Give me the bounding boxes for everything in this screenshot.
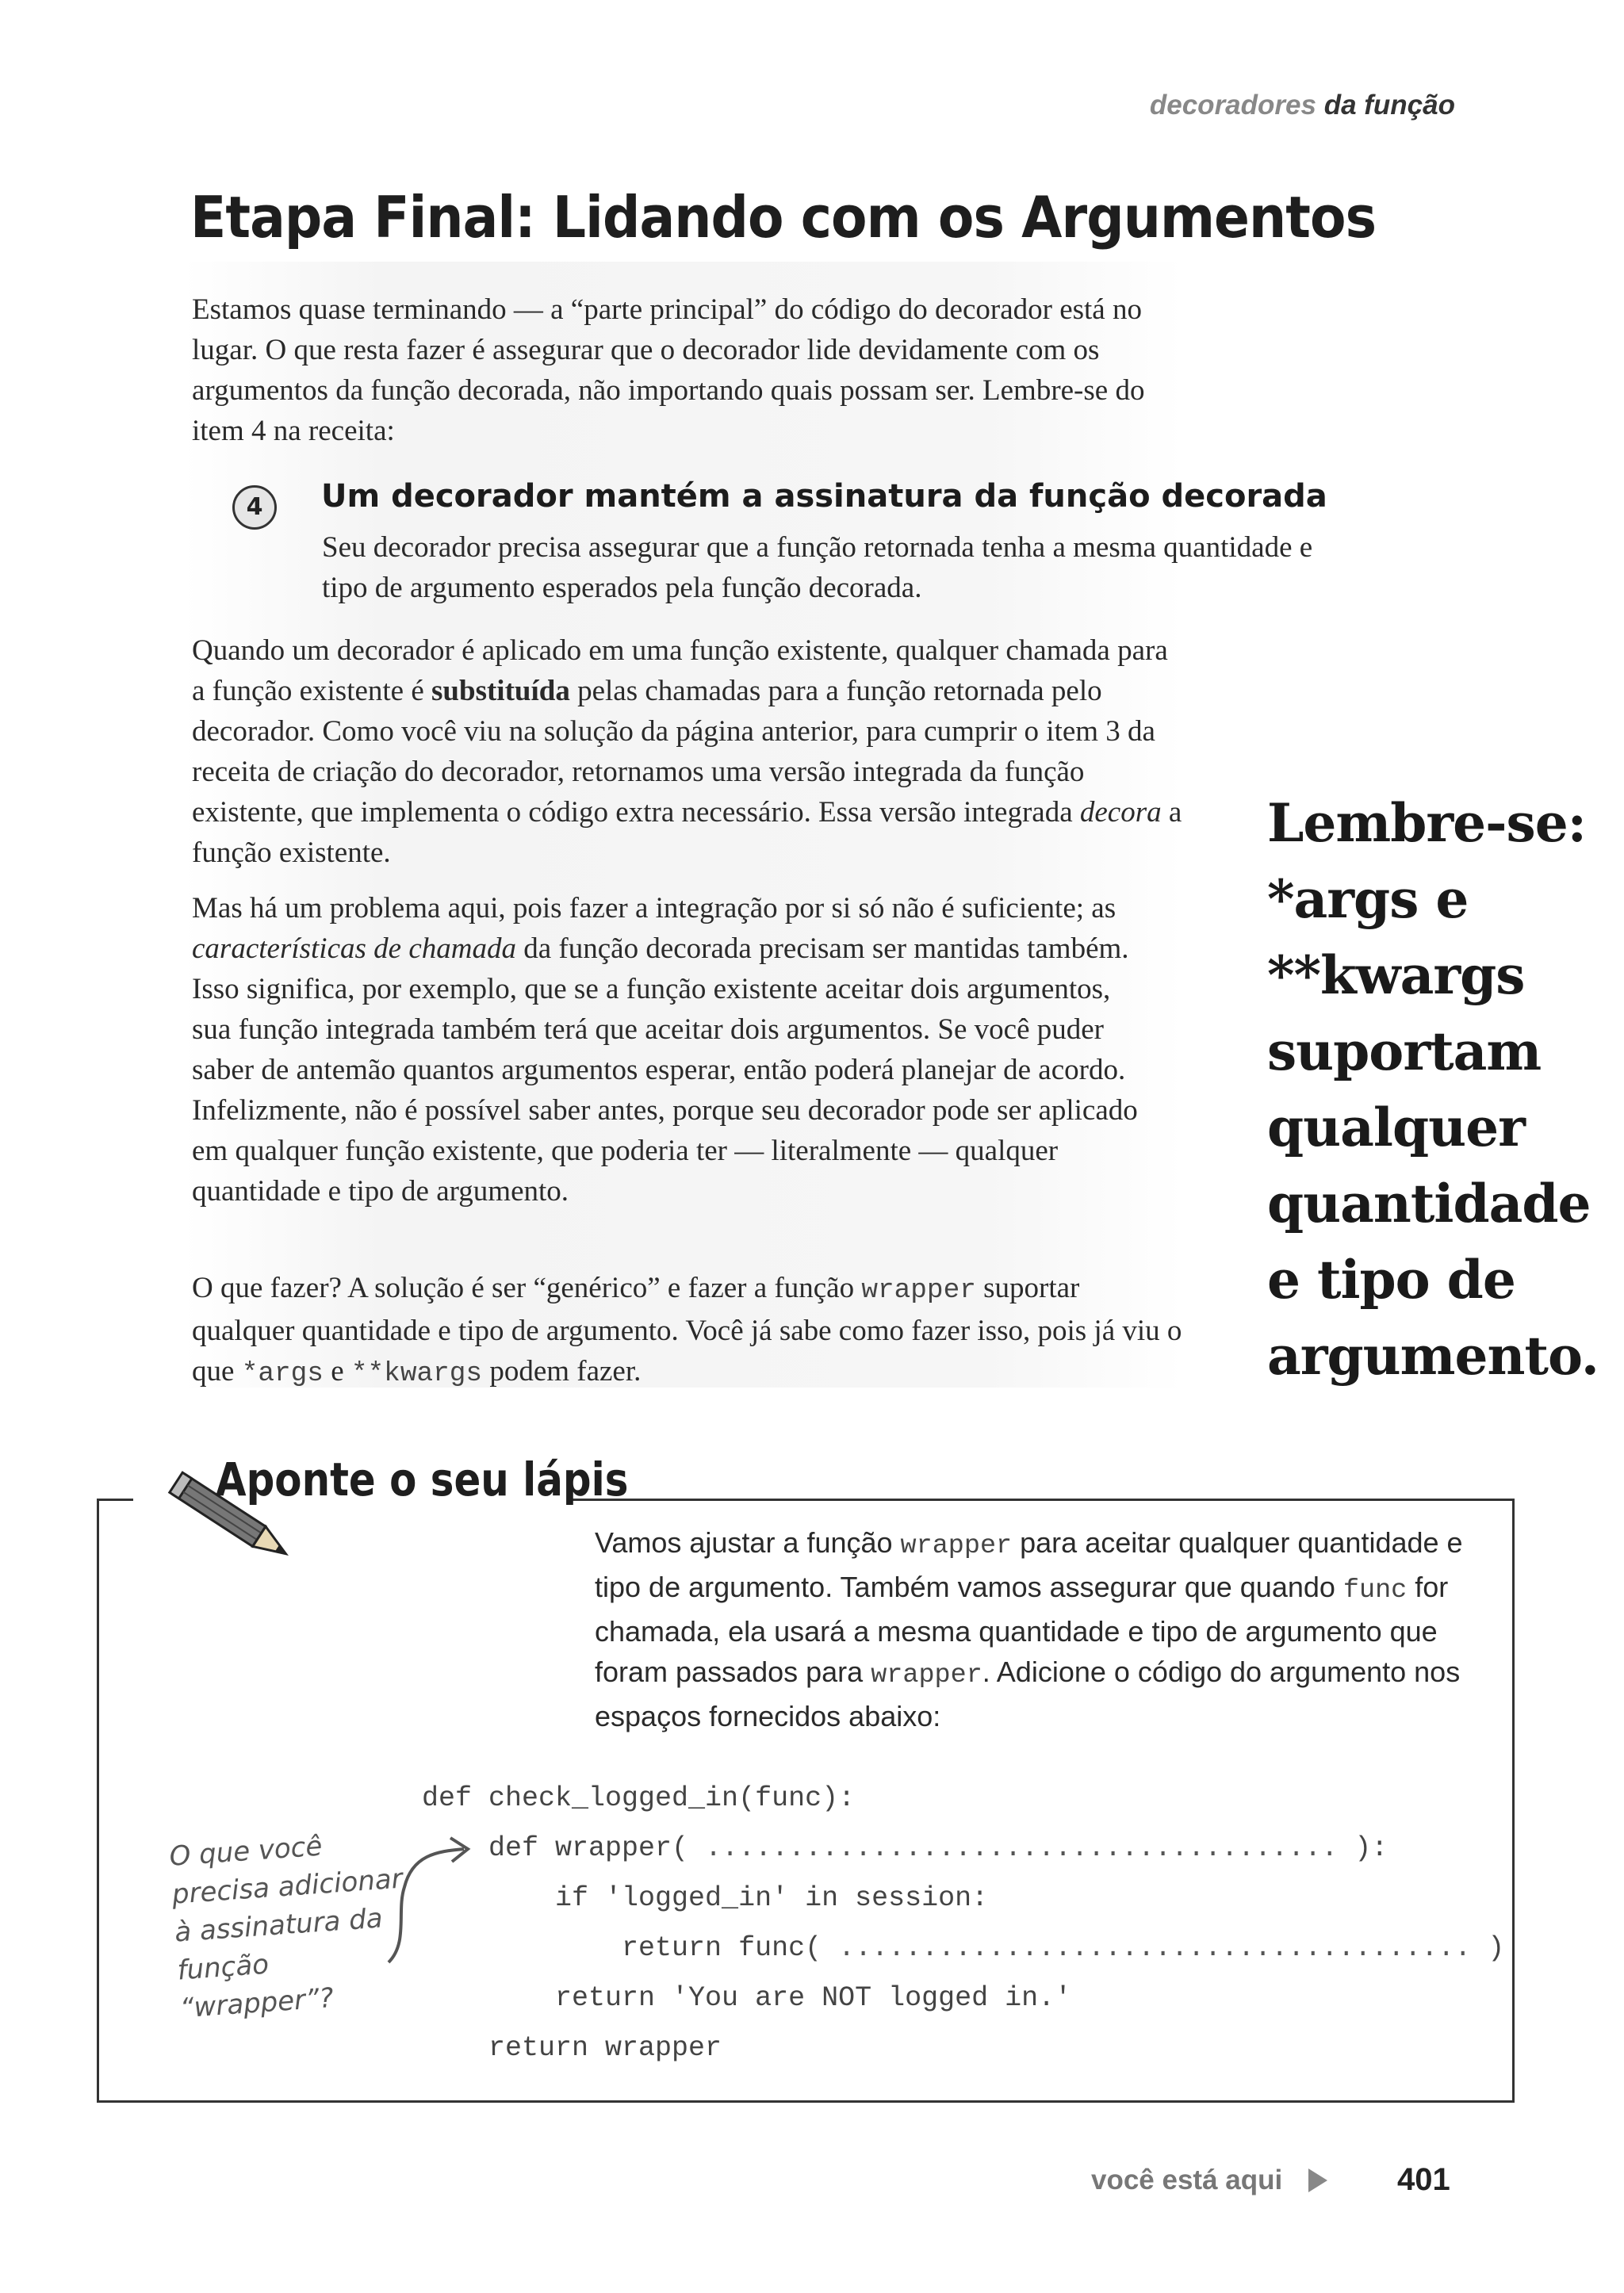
ex-text-1: Vamos ajustar a função xyxy=(595,1526,901,1559)
code-listing xyxy=(422,1774,1504,2073)
exercise-instructions xyxy=(595,1522,1491,1736)
ex-code-func: func xyxy=(1342,1575,1408,1606)
p3-text-c: da função decorada precisam ser mantidas também. Isso significa, por exemplo, que se a função existente aceitar dois argumentos, sua função integrada também terá que aceitar dois argumentos. Se você puder saber de antemão quantos argumentos esperar, então poderá planejar de acordo. Infelizmente, não é possível saber antes, porque seu decorador pode ser aplicado em qualquer função existente, que poderia ter — literalmente — qualquer quantidade e tipo de argumento. xyxy=(192,932,1138,1208)
exercise-title: Aponte o seu lápis xyxy=(216,1453,629,1506)
code-line-3: if 'logged_in' in session: xyxy=(422,1882,989,1914)
p2-text-e: a função existente. xyxy=(192,796,1182,869)
p4-code-kwargs: **kwargs xyxy=(350,1358,483,1389)
code-line-5: return 'You are NOT logged in.' xyxy=(422,1982,1072,2014)
paragraph-3 xyxy=(192,888,1151,1212)
p3-italic: características de chamada xyxy=(192,932,516,965)
code-line-4-end: ) xyxy=(1471,1932,1505,1964)
running-head xyxy=(1150,90,1455,121)
p2-text-c: pelas chamadas para a função retornada pelo decorador. Como você viu na solução da página anterior, para cumprir o item 3 da receita de criação do decorador, retornamos uma versão integrada da função existente, que implementa o código extra necessário. Essa versão integrada xyxy=(192,675,1155,829)
footer-you-are-here: você está aqui xyxy=(1091,2165,1283,2195)
func-args-blank[interactable]: ...................................... xyxy=(838,1932,1472,1964)
ex-code-wrapper: wrapper xyxy=(900,1531,1013,1561)
recipe-body: Seu decorador precisa assegurar que a função retornada tenha a mesma quantidade e tipo de argumento esperados pela função decorada. xyxy=(322,531,1313,604)
ex-text-5: for chamada, ela usará a mesma quantidade e tipo de argumento que foram passados para xyxy=(595,1571,1449,1688)
code-line-2-start: def wrapper( xyxy=(422,1832,706,1864)
p4-code-args: *args xyxy=(241,1358,324,1389)
intro-paragraph: Estamos quase terminando — a “parte principal” do código do decorador está no lugar. O que resta fazer é assegurar que o decorador lide devidamente com os argumentos da função decorada, não importando quais possam ser. Lembre-se do item 4 na receita: xyxy=(192,293,1145,447)
page-title: Etapa Final: Lidando com os Argumentos xyxy=(190,184,1377,251)
wrapper-args-blank[interactable]: ...................................... xyxy=(705,1832,1339,1864)
code-line-4 xyxy=(422,1924,1504,1973)
p4-text-a: O que fazer? A solução é ser “genérico” e fazer a função xyxy=(192,1272,862,1304)
code-line-4-start: return func( xyxy=(422,1932,839,1964)
recipe-number-badge: 4 xyxy=(232,485,277,530)
side-note-reminder: Lembre-se: *args e **kwargs suportam qualquer quantidade e tipo de argumento. xyxy=(1267,792,1599,1387)
ex-code-wrapper-2: wrapper xyxy=(871,1660,982,1690)
p4-code-wrapper: wrapper xyxy=(861,1275,976,1306)
running-head-muted: decoradores xyxy=(1149,90,1316,121)
paragraph-4 xyxy=(192,1268,1183,1394)
recipe-heading: Um decorador mantém a assinatura da função decorada xyxy=(321,478,1327,515)
ex-text-7: . Adicione o código do argumento nos espaços fornecidos abaixo: xyxy=(595,1656,1461,1732)
p4-text-g: podem fazer. xyxy=(482,1355,642,1388)
p4-text-e: e xyxy=(323,1355,351,1388)
p2-text-a: Quando um decorador é aplicado em uma função existente, qualquer chamada para a função existente é xyxy=(192,634,1168,707)
p3-text-a: Mas há um problema aqui, pois fazer a integração por si só não é suficiente; as xyxy=(192,892,1116,924)
paragraph-2 xyxy=(192,630,1183,873)
annotation-arrow-icon xyxy=(373,1824,484,1974)
p2-bold-substituida: substituída xyxy=(431,675,570,707)
page-number: 401 xyxy=(1397,2162,1450,2197)
ex-text-3: para aceitar qualquer quantidade e tipo de argumento. Também vamos assegurar que quando xyxy=(595,1526,1463,1603)
code-line-2-end: ): xyxy=(1338,1832,1388,1864)
p4-text-c: suportar qualquer quantidade e tipo de argumento. Você já sabe como fazer isso, pois já viu o que xyxy=(192,1272,1182,1388)
running-head-strong: da função xyxy=(1323,90,1455,121)
triangle-right-icon xyxy=(1308,2169,1327,2192)
code-line-1: def check_logged_in(func): xyxy=(422,1782,856,1814)
handwritten-annotation: O que você precisa adicionar à assinatura da função “wrapper”? xyxy=(168,1830,404,2025)
code-line-2 xyxy=(422,1824,1504,1874)
code-line-6: return wrapper xyxy=(422,2032,722,2064)
p2-italic-decora: decora xyxy=(1079,796,1162,829)
